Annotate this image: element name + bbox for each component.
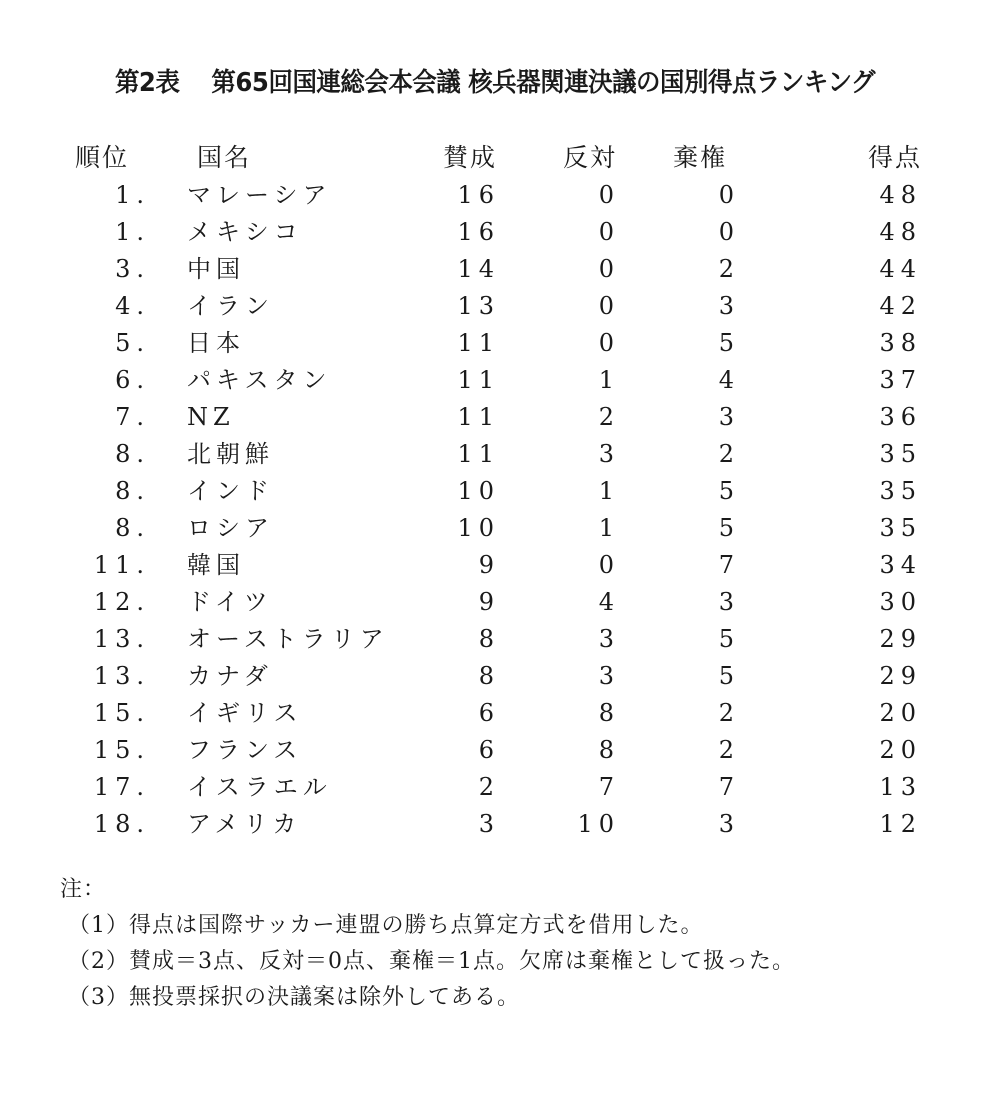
cell-yes: 11 — [457, 440, 500, 468]
cell-yes: 14 — [457, 255, 500, 283]
cell-score: 20 — [879, 736, 922, 764]
cell-no: 8 — [598, 699, 620, 727]
note-2: （2）賛成＝3点、反対＝0点、棄権＝1点。欠席は棄権として扱った。 — [68, 949, 795, 974]
cell-yes: 6 — [478, 736, 500, 764]
cell-country: ロシア — [187, 514, 274, 542]
cell-no: 0 — [598, 551, 620, 579]
cell-country: メキシコ — [187, 218, 303, 246]
notes-heading: 注： — [60, 877, 107, 902]
cell-no: 10 — [577, 810, 620, 838]
cell-rank: 6. — [115, 366, 150, 394]
cell-abstain: 5 — [718, 514, 740, 542]
cell-no: 7 — [598, 773, 620, 801]
cell-no: 3 — [598, 662, 620, 690]
cell-rank: 12. — [93, 588, 150, 616]
cell-rank: 15. — [93, 699, 150, 727]
cell-abstain: 3 — [718, 292, 740, 320]
cell-yes: 9 — [478, 551, 500, 579]
note-3: （3）無投票採択の決議案は除外してある。 — [68, 985, 520, 1010]
cell-score: 37 — [879, 366, 922, 394]
cell-country: 韓国 — [187, 551, 245, 579]
cell-country: イラン — [187, 292, 274, 320]
cell-abstain: 3 — [718, 810, 740, 838]
cell-country: フランス — [187, 736, 303, 764]
cell-country: パキスタン — [187, 366, 332, 394]
notes-section — [60, 872, 795, 1016]
cell-yes: 11 — [457, 366, 500, 394]
cell-score: 20 — [879, 699, 922, 727]
cell-score: 48 — [879, 181, 922, 209]
cell-yes: 10 — [457, 514, 500, 542]
cell-yes: 11 — [457, 329, 500, 357]
cell-no: 1 — [598, 366, 620, 394]
header-score: 得点 — [868, 143, 923, 172]
cell-rank: 8. — [115, 477, 150, 505]
cell-abstain: 5 — [718, 662, 740, 690]
cell-abstain: 3 — [718, 403, 740, 431]
cell-rank: 15. — [93, 736, 150, 764]
cell-score: 44 — [879, 255, 922, 283]
cell-score: 29 — [879, 662, 922, 690]
cell-score: 36 — [879, 403, 922, 431]
cell-yes: 3 — [478, 810, 500, 838]
cell-country: ドイツ — [187, 588, 273, 616]
cell-country: 日本 — [187, 329, 245, 357]
header-no: 反対 — [563, 143, 618, 172]
cell-yes: 2 — [478, 773, 500, 801]
cell-yes: 10 — [457, 477, 500, 505]
cell-rank: 13. — [93, 662, 150, 690]
cell-no: 4 — [598, 588, 620, 616]
cell-yes: 16 — [457, 218, 500, 246]
cell-country: マレーシア — [187, 181, 332, 209]
cell-rank: 8. — [115, 514, 150, 542]
cell-no: 0 — [598, 255, 620, 283]
cell-no: 0 — [598, 181, 620, 209]
cell-rank: 17. — [93, 773, 150, 801]
cell-country: NZ — [187, 403, 235, 431]
cell-no: 1 — [598, 514, 620, 542]
cell-no: 8 — [598, 736, 620, 764]
note-1: （1）得点は国際サッカー連盟の勝ち点算定方式を借用した。 — [68, 913, 704, 938]
cell-yes: 8 — [478, 662, 500, 690]
cell-score: 30 — [879, 588, 922, 616]
cell-yes: 9 — [478, 588, 500, 616]
header-rank: 順位 — [75, 143, 130, 172]
cell-country: 中国 — [187, 255, 245, 283]
cell-score: 34 — [879, 551, 922, 579]
cell-abstain: 7 — [718, 773, 740, 801]
cell-rank: 7. — [115, 403, 150, 431]
cell-country: オーストラリア — [187, 625, 389, 653]
cell-abstain: 5 — [718, 329, 740, 357]
cell-score: 35 — [879, 514, 922, 542]
cell-abstain: 7 — [718, 551, 740, 579]
cell-no: 0 — [598, 329, 620, 357]
cell-no: 3 — [598, 440, 620, 468]
cell-rank: 4. — [115, 292, 150, 320]
cell-no: 2 — [598, 403, 620, 431]
cell-rank: 3. — [115, 255, 150, 283]
cell-rank: 13. — [93, 625, 150, 653]
cell-score: 42 — [879, 292, 922, 320]
cell-abstain: 2 — [718, 699, 740, 727]
cell-score: 48 — [879, 218, 922, 246]
header-country: 国名 — [197, 143, 252, 172]
cell-score: 13 — [879, 773, 922, 801]
cell-country: カナダ — [187, 662, 273, 690]
cell-country: イスラエル — [187, 773, 332, 801]
cell-score: 35 — [879, 440, 922, 468]
cell-no: 0 — [598, 292, 620, 320]
cell-country: イギリス — [187, 699, 303, 727]
cell-abstain: 2 — [718, 440, 740, 468]
cell-abstain: 5 — [718, 625, 740, 653]
cell-country: 北朝鮮 — [187, 440, 274, 468]
table-title: 第2表 第65回国連総会本会議 核兵器関連決議の国別得点ランキング — [114, 68, 876, 98]
cell-rank: 8. — [115, 440, 150, 468]
cell-yes: 6 — [478, 699, 500, 727]
cell-rank: 1. — [115, 218, 150, 246]
cell-abstain: 0 — [718, 218, 740, 246]
cell-abstain: 3 — [718, 588, 740, 616]
cell-no: 1 — [598, 477, 620, 505]
cell-abstain: 4 — [718, 366, 740, 394]
cell-yes: 8 — [478, 625, 500, 653]
cell-score: 35 — [879, 477, 922, 505]
cell-country: インド — [187, 477, 274, 505]
cell-score: 12 — [879, 810, 922, 838]
cell-rank: 5. — [115, 329, 150, 357]
cell-yes: 13 — [457, 292, 500, 320]
cell-abstain: 0 — [718, 181, 740, 209]
cell-abstain: 2 — [718, 736, 740, 764]
cell-score: 38 — [879, 329, 922, 357]
header-abstain: 棄権 — [673, 143, 728, 172]
cell-score: 29 — [879, 625, 922, 653]
cell-yes: 16 — [457, 181, 500, 209]
cell-no: 3 — [598, 625, 620, 653]
cell-yes: 11 — [457, 403, 500, 431]
cell-rank: 1. — [115, 181, 150, 209]
cell-no: 0 — [598, 218, 620, 246]
cell-rank: 11. — [93, 551, 150, 579]
cell-abstain: 2 — [718, 255, 740, 283]
header-yes: 賛成 — [443, 143, 498, 172]
cell-rank: 18. — [93, 810, 150, 838]
cell-country: アメリカ — [187, 810, 302, 838]
cell-abstain: 5 — [718, 477, 740, 505]
